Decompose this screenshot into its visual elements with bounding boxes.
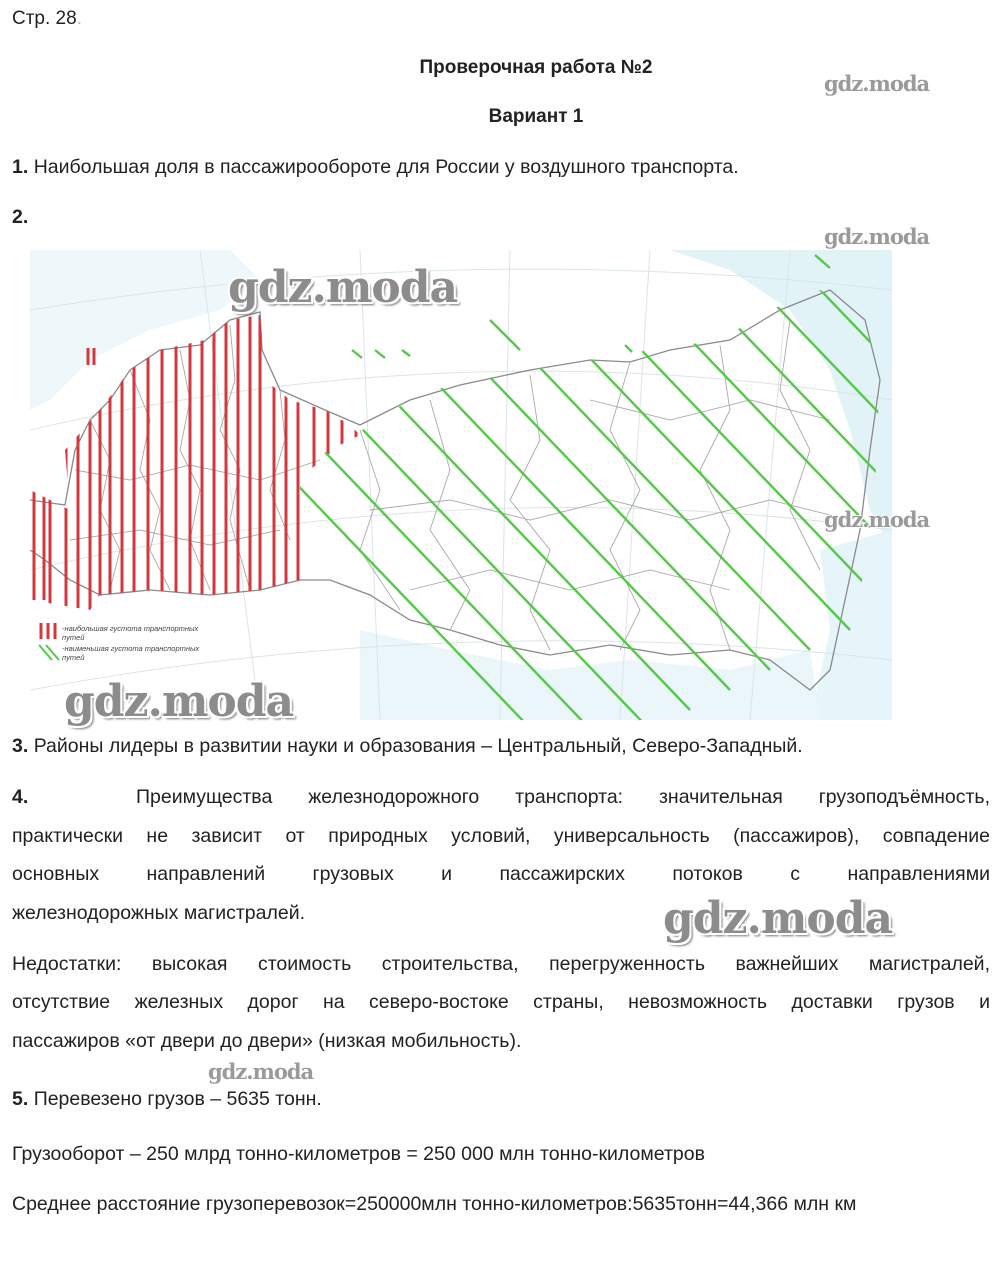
russia-transport-density-map — [30, 250, 892, 720]
variant-title: Вариант 1 — [488, 106, 584, 127]
answer-3: 3. Районы лидеры в развитии науки и образования – Центральный, Северо-Западный. — [12, 735, 803, 757]
answer-2-number: 2. — [12, 206, 29, 228]
disadvantages-line-3: пассажиров «от двери до двери» (низкая мобильность). — [12, 1030, 522, 1052]
watermark-logo: gdz.moda — [824, 224, 930, 249]
advantages-line-4: железнодорожных магистралей. — [12, 902, 306, 924]
advantages-line-2: практически не зависит от природных условий, универсальность (пассажиров), совпадение — [12, 825, 990, 847]
legend-low-line1: -наименьшая густота транспортных — [62, 644, 200, 653]
answer-5-turnover: Грузооборот – 250 млрд тонно-километров = 250 000 млн тонно-километров — [12, 1143, 705, 1165]
watermark-logo: gdz.moda — [824, 71, 930, 96]
disadvantages-line-1: Недостатки: высокая стоимость строительства, перегруженность важнейших магистралей, — [12, 953, 990, 975]
watermark-logo: gdz.moda — [208, 1059, 314, 1084]
answer-5: 5. Перевезено грузов – 5635 тонн. — [12, 1088, 322, 1110]
work-title: Проверочная работа №2 — [419, 57, 653, 78]
advantages-line-3: основных направлений грузовых и пассажирских потоков с направлениями — [12, 863, 990, 885]
watermark-logo-large: gdz.moda — [64, 676, 294, 727]
answer-5-average-distance: Среднее расстояние грузоперевозок=250000млн тонно-километров:5635тонн=44,366 млн км — [12, 1193, 857, 1215]
advantages-line-1: 4. Преимущества железнодорожного транспорта: значительная грузоподъёмность, — [12, 786, 990, 808]
watermark-logo-large: gdz.moda — [228, 262, 458, 313]
answer-1: 1. Наибольшая доля в пассажирообороте для России у воздушного транспорта. — [12, 156, 739, 178]
disadvantages-line-2: отсутствие железных дорог на северо-востоке страны, невозможность доставки грузов и — [12, 991, 990, 1013]
legend-high-line1: -наибольшая густота транспортных — [62, 624, 199, 633]
page-number: Стр. 28. — [12, 8, 82, 29]
legend-high-line2: путей — [62, 633, 85, 642]
watermark-logo-large: gdz.moda — [663, 893, 893, 944]
legend-low-line2: путей — [62, 653, 85, 662]
watermark-logo: gdz.moda — [824, 507, 930, 532]
